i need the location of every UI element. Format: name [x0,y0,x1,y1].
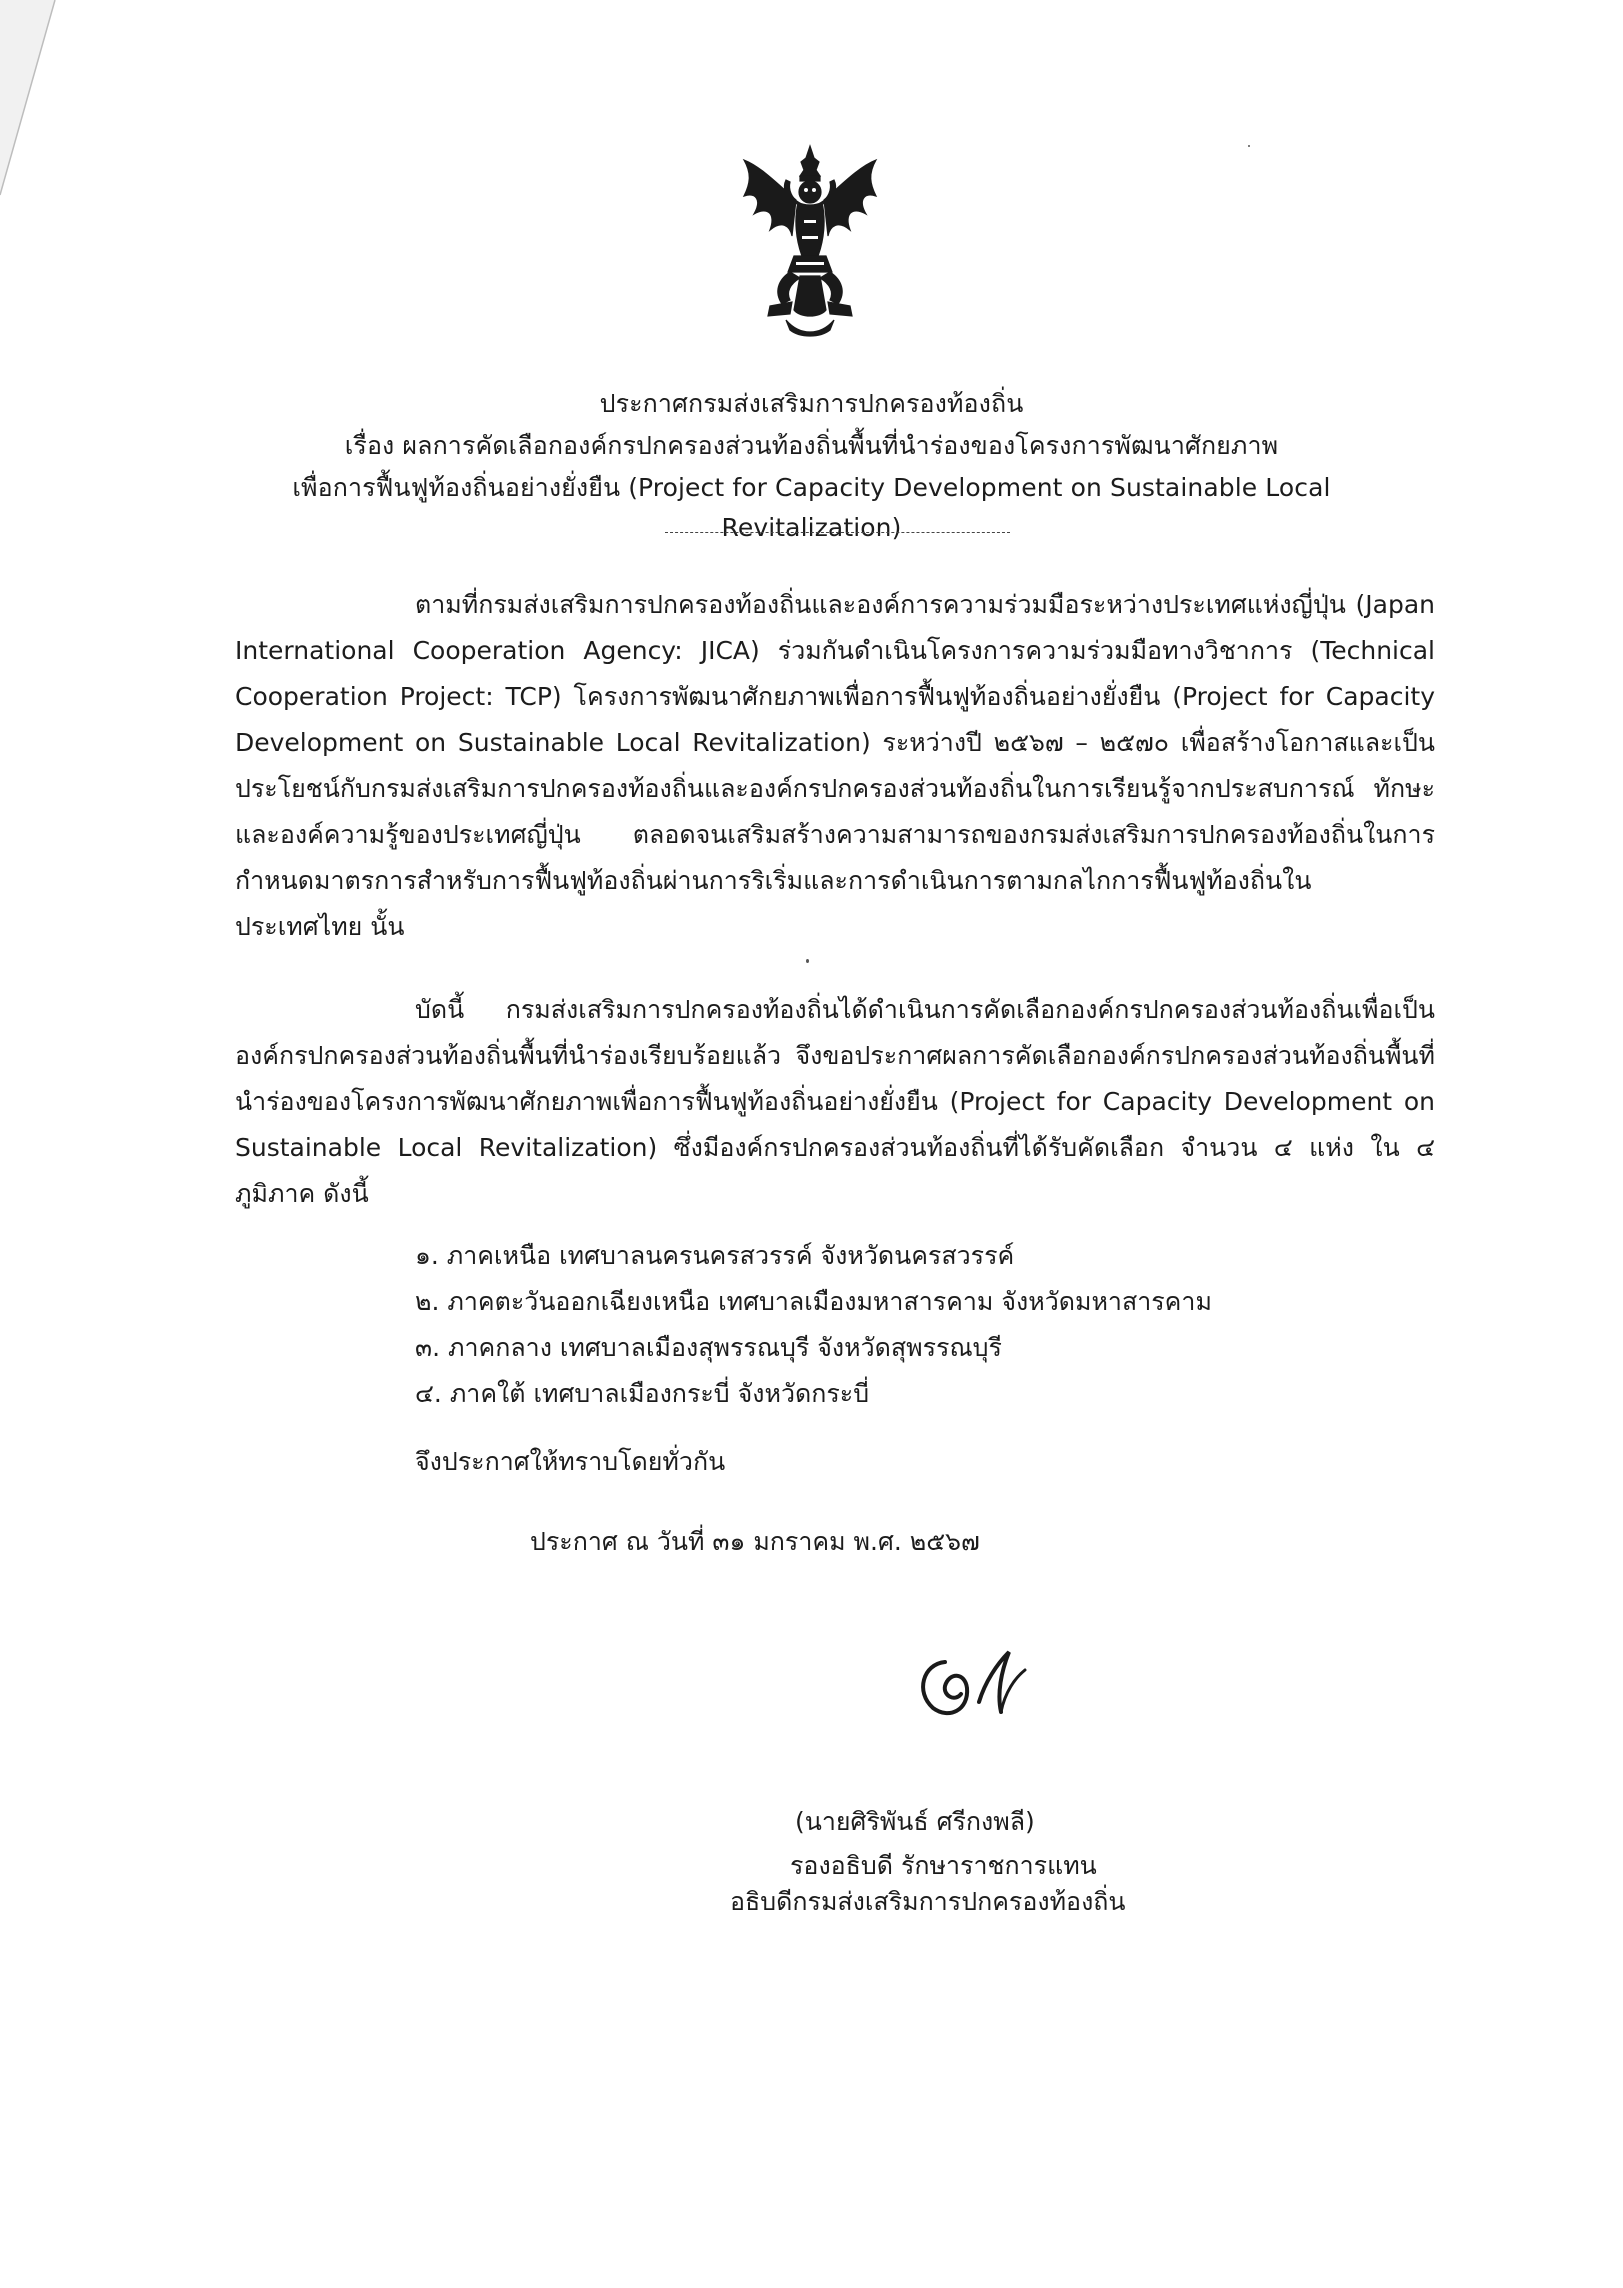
announcement-date: ประกาศ ณ วันที่ ๓๑ มกราคม พ.ศ. ๒๕๖๗ [530,1527,980,1556]
scan-corner-fold [0,0,60,200]
signatory-title: รองอธิบดี รักษาราชการแทน [790,1851,1097,1880]
signatory-name: (นายศิริพันธ์ ศรีกงพลี) [795,1807,1035,1836]
body-paragraph-1 [235,582,1435,950]
paragraph-1-text: ตามที่กรมส่งเสริมการปกครองท้องถิ่นและองค์การความร่วมมือระหว่างประเทศแห่งญี่ปุ่น (Japan International Cooperation Agency: JICA) ร่วมกันดำเนินโครงการความร่วมมือทางวิชาการ (Technical Cooperation Project: TCP) โครงการพัฒนาศักยภาพเพื่อการฟื้นฟูท้องถิ่นอย่างยั่งยืน (Project for Capacity Development on Sustainable Local Revitalization) ระหว่างปี ๒๕๖๗ – ๒๕๗๐ เพื่อสร้างโอกาสและเป็นประโยชน์กับกรมส่งเสริมการปกครองท้องถิ่นและองค์กรปกครองส่วนท้องถิ่นในการเรียนรู้จากประสบการณ์ ทักษะ และองค์ความรู้ของประเทศญี่ปุ่น ตลอดจนเสริมสร้างความสามารถของกรมส่งเสริมการปกครองท้องถิ่นในการกำหนดมาตรการสำหรับการฟื้นฟูท้องถิ่นผ่านการริเริ่มและการดำเนินการตามกลไกการฟื้นฟูท้องถิ่นในประเทศไทย นั้น [235,590,1435,941]
paragraph-2-text: บัดนี้ กรมส่งเสริมการปกครองท้องถิ่นได้ดำเนินการคัดเลือกองค์กรปกครองส่วนท้องถิ่นเพื่อเป็นองค์กรปกครองส่วนท้องถิ่นพื้นที่นำร่องเรียบร้อยแล้ว จึงขอประกาศผลการคัดเลือกองค์กรปกครองส่วนท้องถิ่นพื้นที่นำร่องของโครงการพัฒนาศักยภาพเพื่อการฟื้นฟูท้องถิ่นอย่างยั่งยืน (Project for Capacity Development on Sustainable Local Revitalization) ซึ่งมีองค์กรปกครองส่วนท้องถิ่นที่ได้รับคัดเลือก จำนวน ๔ แห่ง ใน ๔ ภูมิภาค ดังนี้ [235,995,1435,1208]
list-item: ๔. ภาคใต้ เทศบาลเมืองกระบี่ จังหวัดกระบี่ [415,1379,870,1408]
announcement-subject-continued: เพื่อการฟื้นฟูท้องถิ่นอย่างยั่งยืน (Project for Capacity Development on Sustainable Local Revitalization) [292,473,1331,542]
closing-statement: จึงประกาศให้ทราบโดยทั่วกัน [415,1447,726,1476]
handwritten-signature [905,1622,1035,1732]
signatory-organization: อธิบดีกรมส่งเสริมการปกครองท้องถิ่น [730,1887,1126,1916]
body-paragraph-2 [235,987,1435,1217]
announcement-title: ประกาศกรมส่งเสริมการปกครองท้องถิ่น [599,389,1024,418]
scan-speck [806,959,809,963]
garuda-emblem-icon [730,140,890,340]
scan-speck [1248,145,1250,147]
announcement-subject: เรื่อง ผลการคัดเลือกองค์กรปกครองส่วนท้องถิ่นพื้นที่นำร่องของโครงการพัฒนาศักยภาพ [344,431,1279,460]
list-item: ๑. ภาคเหนือ เทศบาลนครนครสวรรค์ จังหวัดนครสวรรค์ [415,1241,1015,1270]
header-divider [665,532,1010,533]
list-item: ๒. ภาคตะวันออกเฉียงเหนือ เทศบาลเมืองมหาสารคาม จังหวัดมหาสารคาม [415,1287,1212,1316]
list-item: ๓. ภาคกลาง เทศบาลเมืองสุพรรณบุรี จังหวัดสุพรรณบุรี [415,1333,1002,1362]
